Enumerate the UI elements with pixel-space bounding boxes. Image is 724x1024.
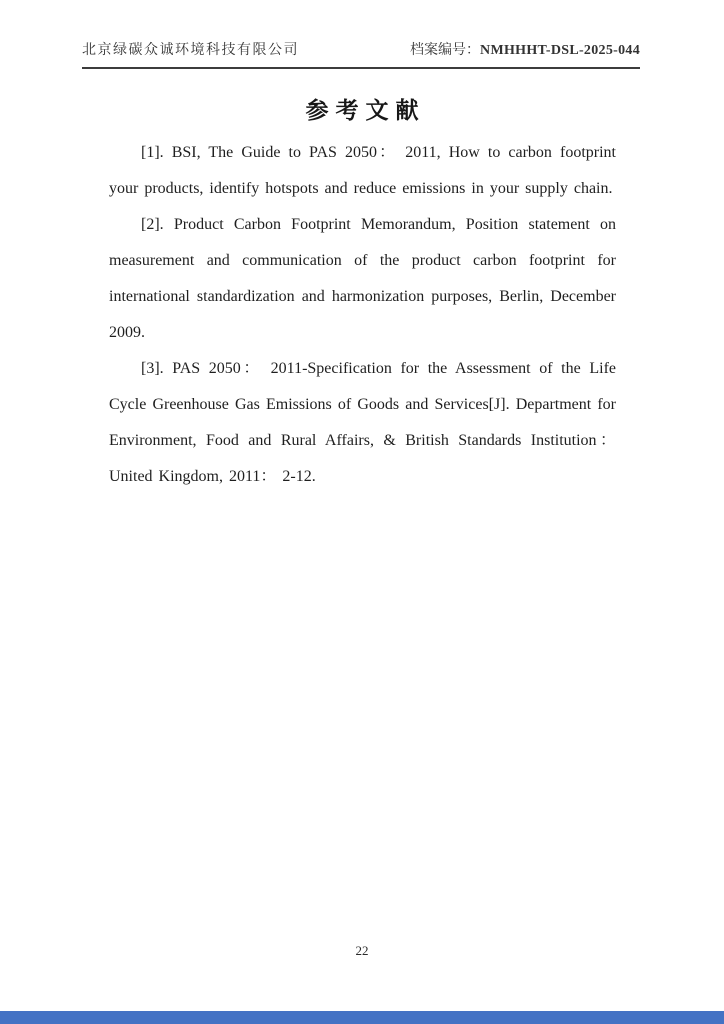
page-title: 参考文献 <box>305 98 426 123</box>
page-number: 22 <box>355 943 369 958</box>
doc-number-label: 档案编号： <box>410 43 481 58</box>
footer-color-bar <box>0 1011 724 1024</box>
company-name: 北京绿碳众诚环境科技有限公司 <box>82 43 299 58</box>
doc-number-value: NMHHHT-DSL-2025-044 <box>480 43 640 58</box>
doc-number-group <box>410 42 640 60</box>
page-header <box>82 42 640 69</box>
references-section <box>109 135 616 495</box>
reference-item-2: [2]. Product Carbon Footprint Memorandum, Position statement on measurement and communication of the product carbon footprint for international standardization and harmonization purposes, Berlin, December 2009. <box>109 216 616 341</box>
reference-item-1: [1]. BSI, The Guide to PAS 2050： 2011, How to carbon footprint your products, identify hotspots and reduce emissions in your supply chain. <box>109 144 616 197</box>
reference-item-3: [3]. PAS 2050： 2011-Specification for the Assessment of the Life Cycle Greenhouse Gas Emissions of Goods and Services[J]. Department for Environment, Food and Rural Affairs, & British Standards Institution： United Kingdom, 2011： 2-12. <box>109 360 616 485</box>
